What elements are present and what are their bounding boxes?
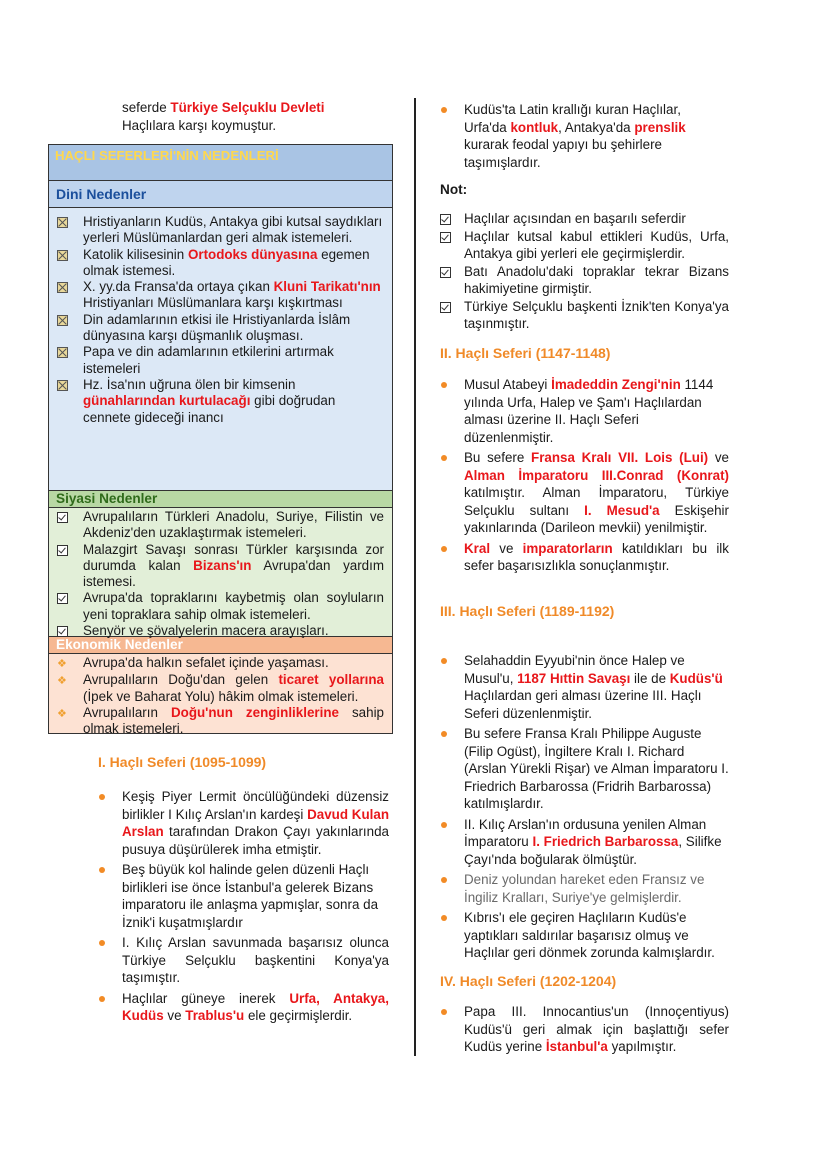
note-heading: Not: xyxy=(440,182,468,197)
second-crusade-heading: II. Haçlı Seferi (1147-1148) xyxy=(440,345,611,361)
bullet-icon xyxy=(441,382,447,388)
checkbox-x-icon xyxy=(57,347,68,358)
list-item: Hz. İsa'nın uğruna ölen bir kimsenin günahlarından kurtulacağı gibi doğrudan cennete gideceği inancı xyxy=(57,377,384,426)
list-item: Senyör ve şövalyelerin macera arayışları. xyxy=(57,623,384,642)
list-item: ❖ Avrupa'da halkın sefalet içinde yaşaması. xyxy=(57,655,384,672)
fourth-crusade-list xyxy=(440,1003,729,1059)
list-item: ❖ Avrupalıların Doğu'nun zenginliklerine sahip olmak istemeleri. xyxy=(57,704,384,737)
bullet-icon xyxy=(441,107,447,113)
list-item: Selahaddin Eyyubi'nin önce Halep ve Musul'u, 1187 Hıttin Savaşı ile de Kudüs'ü Haçlılardan geri alması üzerine III. Haçlı Seferi düzenlenmiştir. xyxy=(440,652,729,722)
checkbox-x-icon xyxy=(57,250,68,261)
list-item: Bu sefere Fransa Kralı VII. Lois (Lui) ve Alman İmparatoru III.Conrad (Konrat) katılmıştır. Alman İmparatoru, Türkiye Selçuklu sultanı I. Mesud'a Eskişehir yakınlarında (Darileon mevkii) yenilmiştir. xyxy=(440,449,729,537)
list-item: Papa III. Innocantius'un (Innoçentiyus) Kudüs'ü geri almak için başlattığı sefer Kudüs yerine İstanbul'a yapılmıştır. xyxy=(440,1003,729,1056)
column-divider xyxy=(414,98,416,1056)
checkbox-checked-icon xyxy=(440,214,451,225)
list-item: Türkiye Selçuklu başkenti İznik'ten Konya'ya taşınmıştır. xyxy=(440,298,729,333)
economic-causes-heading: Ekonomik Nedenler xyxy=(49,637,392,654)
diamond-bullet-icon: ❖ xyxy=(57,658,67,670)
religious-causes-heading: Dini Nedenler xyxy=(49,181,392,208)
list-item: Haçlılar kutsal kabul ettikleri Kudüs, Urfa, Antakya gibi yerleri ele geçirmişlerdir. xyxy=(440,228,729,263)
second-crusade-list xyxy=(440,376,729,578)
fourth-crusade-heading: IV. Haçlı Seferi (1202-1204) xyxy=(440,973,617,989)
bullet-icon xyxy=(441,731,447,737)
first-crusade-heading: I. Haçlı Seferi (1095-1099) xyxy=(98,754,267,770)
list-item: Batı Anadolu'daki topraklar tekrar Bizans hakimiyetine girmiştir. xyxy=(440,263,729,298)
bullet-icon xyxy=(441,915,447,921)
list-item: Musul Atabeyi İmadeddin Zengi'nin 1144 yılında Urfa, Halep ve Şam'ı Haçlılardan alması üzerine II. Haçlı Seferi düzenlenmiştir. xyxy=(440,376,729,446)
first-crusade-continued xyxy=(440,101,690,174)
list-item: Kudüs'ta Latin krallığı kuran Haçlılar, Urfa'da kontluk, Antakya'da prenslik kurarak feodal yapıyı bu şehirlere taşımışlardır. xyxy=(440,101,690,171)
note-list xyxy=(440,210,729,333)
bullet-icon xyxy=(441,546,447,552)
list-item: Kıbrıs'ı ele geçiren Haçlıların Kudüs'e yaptıkları saldırılar başarısız olmuş ve Haçlılar geri dönmek zorunda kalmışlardır. xyxy=(440,909,729,962)
third-crusade-heading: III. Haçlı Seferi (1189-1192) xyxy=(440,603,615,619)
checkbox-checked-icon xyxy=(57,545,68,556)
political-causes-heading: Siyasi Nedenler xyxy=(49,491,392,508)
checkbox-x-icon xyxy=(57,282,68,293)
bullet-icon xyxy=(441,1009,447,1015)
list-item: I. Kılıç Arslan savunmada başarısız olunca Türkiye Selçuklu başkentini Konya'ya taşımıştır. xyxy=(98,934,389,987)
diamond-bullet-icon: ❖ xyxy=(57,707,67,720)
checkbox-checked-icon xyxy=(440,232,451,243)
list-item: Deniz yolundan hareket eden Fransız ve İngiliz Kralları, Suriye'ye gelmişlerdir. xyxy=(440,871,729,906)
bullet-icon xyxy=(99,940,105,946)
political-causes-list xyxy=(49,508,392,637)
religious-causes-list xyxy=(49,208,392,491)
causes-title: HAÇLI SEFERLERİ'NİN NEDENLERİ xyxy=(49,145,392,181)
third-crusade-list xyxy=(440,652,729,965)
list-item: Bu sefere Fransa Kralı Philippe Auguste (Filip Ogüst), İngiltere Kralı I. Richard (Arslan Yürekli Rişar) ve Alman İmparatoru I. Friedrich Barbarossa (Fridrih Barbarossa) katılmışlardır. xyxy=(440,725,729,813)
list-item: Kral ve imparatorların katıldıkları bu ilk sefer başarısızlıkla sonuçlanmıştır. xyxy=(440,540,729,575)
causes-table xyxy=(48,144,393,737)
list-item: Din adamlarının etkisi ile Hristiyanlarda İslâm dünyasına karşı düşmanlık oluşması. xyxy=(57,312,384,345)
list-item: Hristiyanların Kudüs, Antakya gibi kutsal saydıkları yerleri Müslümanlardan geri almak istemeleri. xyxy=(57,214,384,247)
bullet-icon xyxy=(441,877,447,883)
list-item: ❖ Avrupalıların Doğu'dan gelen ticaret yollarına (İpek ve Baharat Yolu) hâkim olmak istemeleri. xyxy=(57,672,384,704)
checkbox-checked-icon xyxy=(57,593,68,604)
list-item: Katolik kilisesinin Ortodoks dünyasına egemen olmak istemesi. xyxy=(57,247,384,280)
list-item: Keşiş Piyer Lermit öncülüğündeki düzensiz birlikler I Kılıç Arslan'ın kardeşi Davud Kulan Arslan tarafından Drakon Çayı yakınlarında pusuya düşürülerek imha etmiştir. xyxy=(98,788,389,858)
checkbox-checked-icon xyxy=(57,512,68,523)
bullet-icon xyxy=(99,867,105,873)
checkbox-x-icon xyxy=(57,315,68,326)
list-item: Avrupa'da topraklarını kaybetmiş olan soyluların yeni topraklara sahip olmak istemeleri. xyxy=(57,590,384,623)
list-item: Haçlılar açısından en başarılı seferdir xyxy=(440,210,729,228)
first-crusade-list xyxy=(98,788,389,1028)
list-item: Papa ve din adamlarının etkilerini artırmak istemeleri xyxy=(57,344,384,377)
diamond-bullet-icon: ❖ xyxy=(57,675,67,688)
list-item: Malazgirt Savaşı sonrası Türkler karşısında zor durumda kalan Bizans'ın Avrupa'dan yardım istemesi. xyxy=(57,542,384,591)
intro-text: seferde Türkiye Selçuklu Devleti Haçlılara karşı koymuştur. xyxy=(122,100,325,133)
checkbox-checked-icon xyxy=(57,626,68,637)
list-item: X. yy.da Fransa'da ortaya çıkan Kluni Tarikatı'nın Hristiyanları Müslümanlara karşı kışkırtması xyxy=(57,279,384,312)
list-item: II. Kılıç Arslan'ın ordusuna yenilen Alman İmparatoru I. Friedrich Barbarossa, Silifke Çayı'nda boğularak ölmüştür. xyxy=(440,816,729,869)
bullet-icon xyxy=(441,658,447,664)
checkbox-x-icon xyxy=(57,380,68,391)
economic-causes-list xyxy=(49,654,392,737)
list-item: Avrupalıların Türkleri Anadolu, Suriye, Filistin ve Akdeniz'den uzaklaştırmak istemeleri. xyxy=(57,509,384,542)
checkbox-checked-icon xyxy=(440,302,451,313)
checkbox-x-icon xyxy=(57,217,68,228)
bullet-icon xyxy=(99,996,105,1002)
list-item: Beş büyük kol halinde gelen düzenli Haçlı birlikleri ise önce İstanbul'a gelerek Bizans imparatoru ile anlaşma yapmışlar, sonra da İznik'i kuşatmışlardır xyxy=(98,861,389,931)
bullet-icon xyxy=(99,794,105,800)
checkbox-checked-icon xyxy=(440,267,451,278)
list-item: Haçlılar güneye inerek Urfa, Antakya, Kudüs ve Trablus'u ele geçirmişlerdir. xyxy=(98,990,389,1025)
bullet-icon xyxy=(441,455,447,461)
bullet-icon xyxy=(441,822,447,828)
